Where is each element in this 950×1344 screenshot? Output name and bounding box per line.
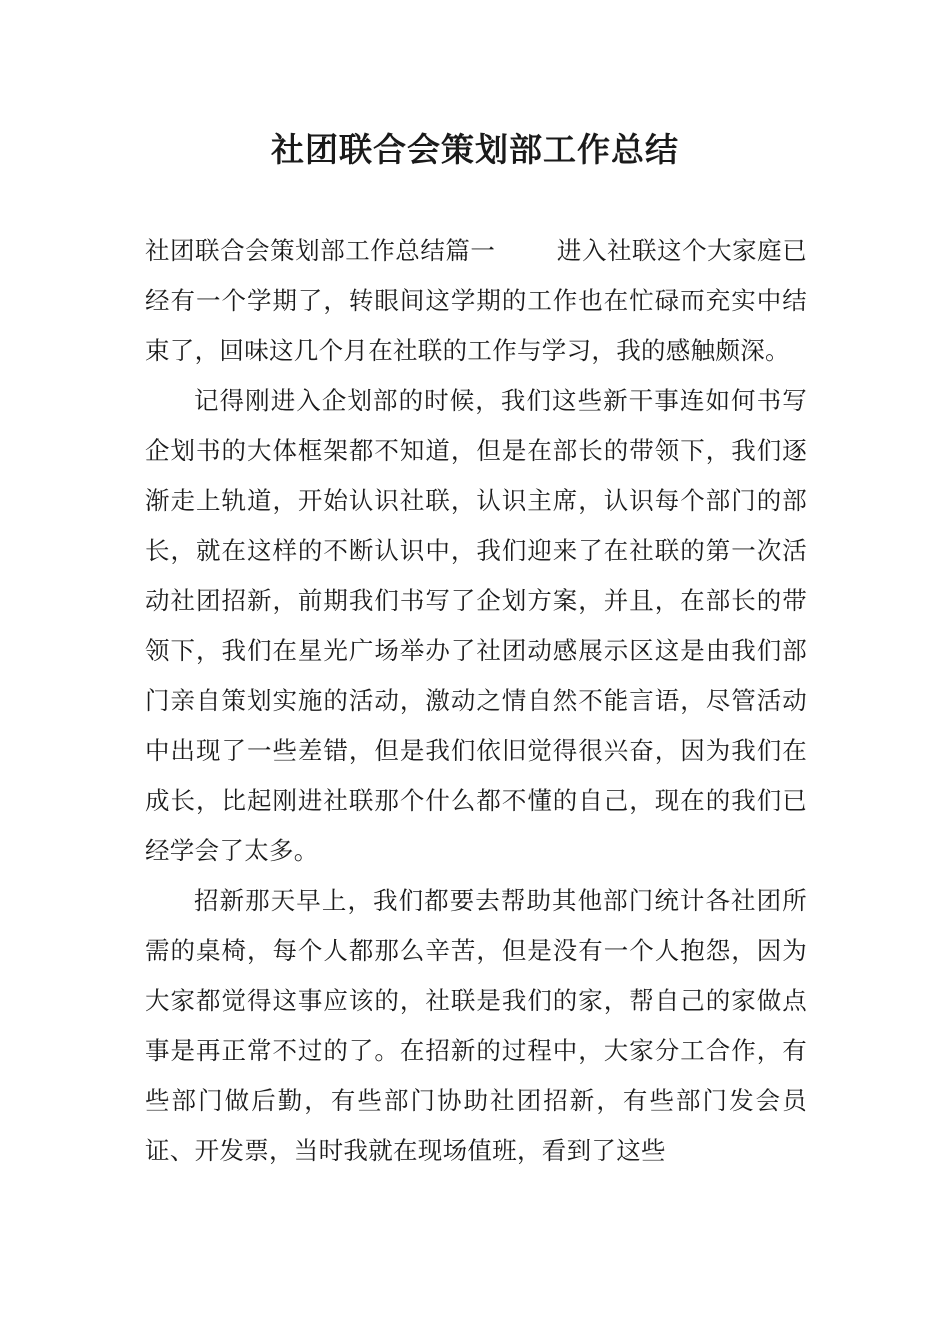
lead-text: 进入社联这个大家庭已经有一个学期了，转眼间这学期的工作也在忙碌而充实中结束了，回味这几个月在社联的工作与学习，我的感触颇深。 [145,236,807,365]
document-title: 社团联合会策划部工作总结 [271,130,679,169]
paragraph: 记得刚进入企划部的时候，我们这些新干事连如何书写企划书的大体框架都不知道，但是在部长的带领下，我们逐渐走上轨道，开始认识社联，认识主席，认识每个部门的部长，就在这样的不断认识中，我们迎来了在社联的第一次活动社团招新，前期我们书写了企划方案，并且，在部长的带领下，我们在星光广场举办了社团动感展示区这是由我们部门亲自策划实施的活动，激动之情自然不能言语，尽管活动中出现了一些差错，但是我们依旧觉得很兴奋，因为我们在成长，比起刚进社联那个什么都不懂的自己，现在的我们已经学会了太多。 [145,386,807,865]
lead-paragraph [145,226,807,376]
document-body [145,226,807,1176]
section-heading: 社团联合会策划部工作总结篇一 [145,236,496,265]
paragraph: 招新那天早上，我们都要去帮助其他部门统计各社团所需的桌椅，每个人都那么辛苦，但是没有一个人抱怨，因为大家都觉得这事应该的，社联是我们的家，帮自己的家做点事是再正常不过的了。在招新的过程中，大家分工合作，有些部门做后勤，有些部门协助社团招新，有些部门发会员证、开发票，当时我就在现场值班，看到了这些 [145,886,807,1165]
